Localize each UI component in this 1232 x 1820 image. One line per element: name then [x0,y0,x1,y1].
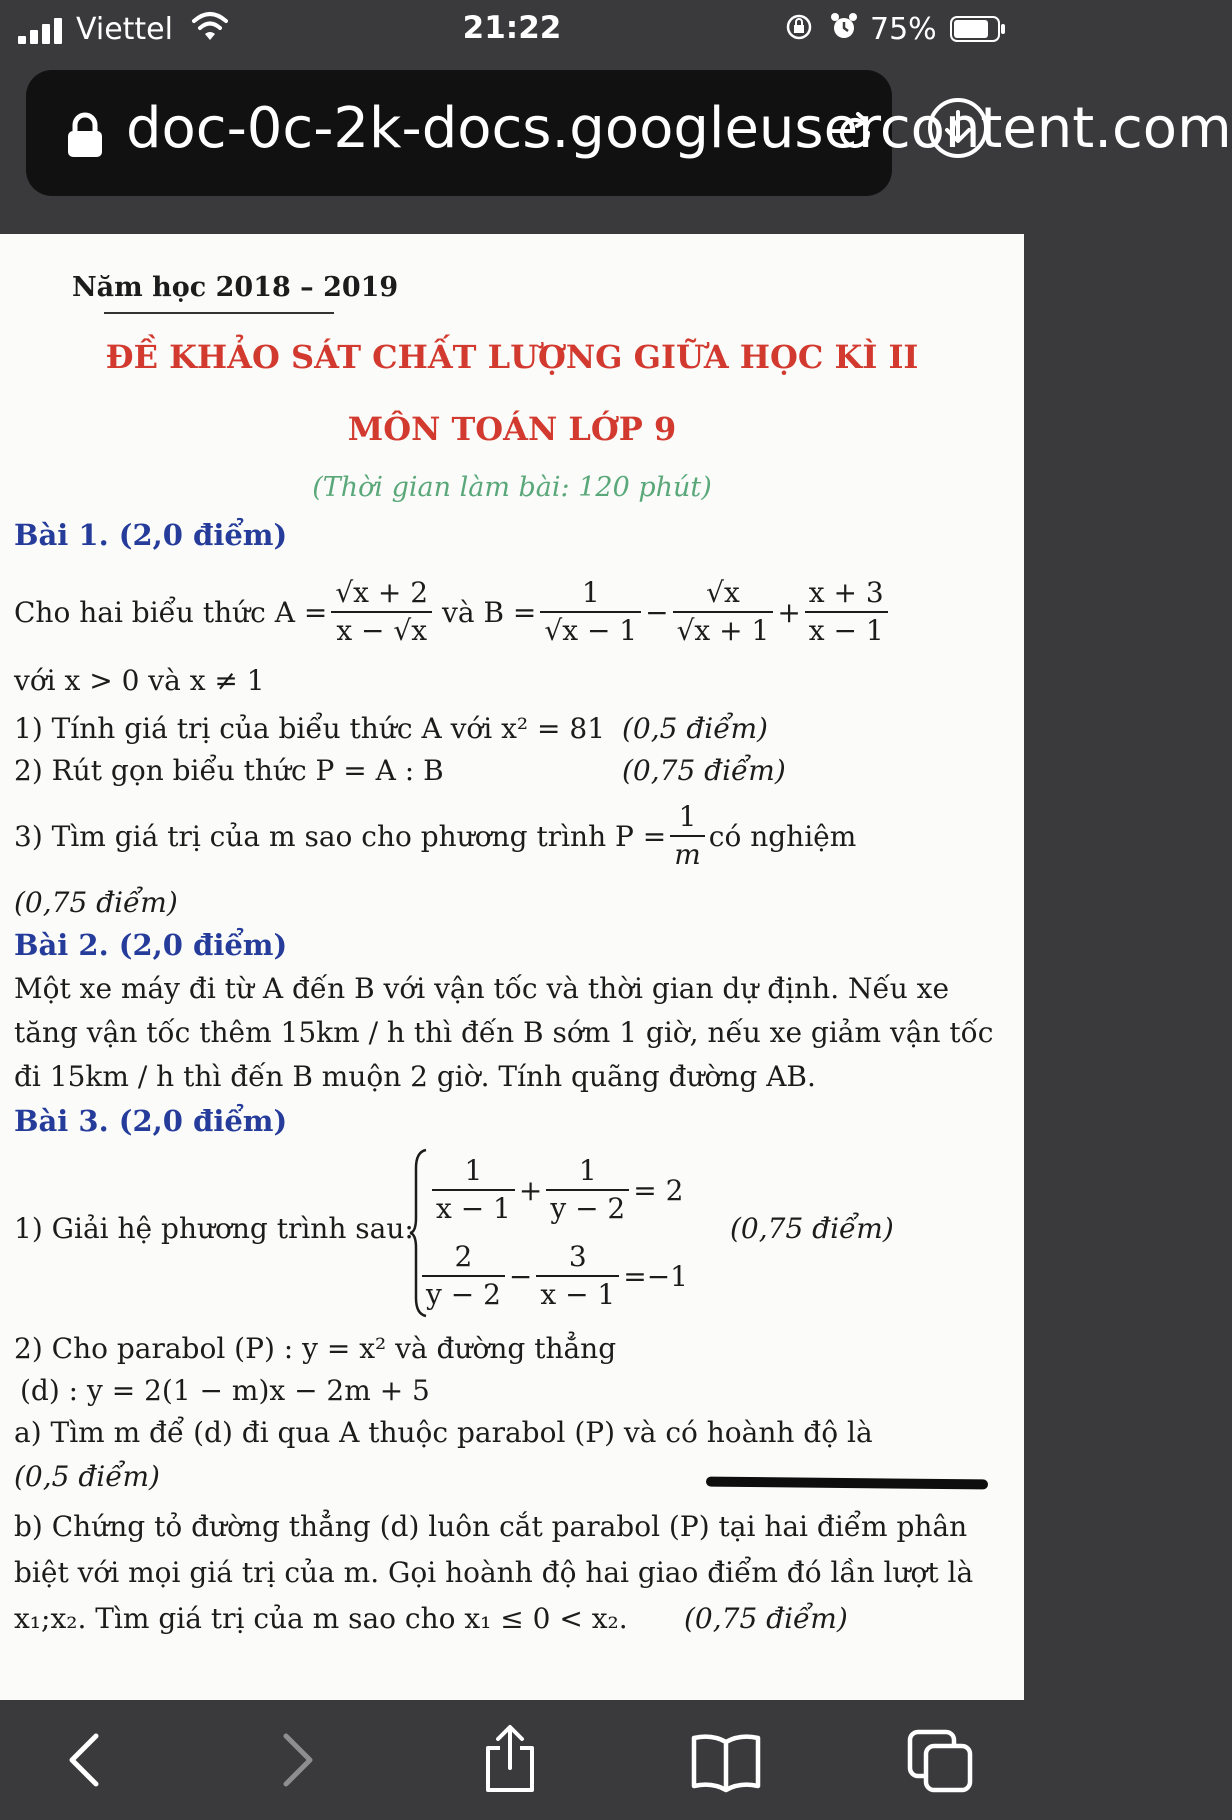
question-1-2: 2) Rút gọn biểu thức P = A : B [14,754,444,787]
question-1-1-points: (0,5 điểm) [622,712,768,745]
problem-1-heading: Bài 1. (2,0 điểm) [14,518,288,552]
rotation-lock-icon [786,14,812,40]
eq2-frac-b-num: 3 [536,1239,619,1277]
exam-title: ĐỀ KHẢO SÁT CHẤT LƯỢNG GIỮA HỌC KÌ II [105,338,919,376]
browser-toolbar [0,1700,1024,1820]
eq1-frac-b-num: 1 [546,1153,629,1191]
eq2-operator: − [508,1259,533,1293]
eq2-frac-b-den: x − 1 [540,1278,616,1311]
eq1-operator: + [518,1173,543,1207]
fraction-a-num: √x + 2 [331,575,432,613]
eq1-frac-a-num: 1 [432,1153,515,1191]
clock: 21:22 [462,10,562,46]
bookmarks-icon[interactable] [690,1732,762,1792]
fraction-1-over-m-den: m [674,838,701,871]
equation-1 [428,1148,683,1232]
fraction-b3 [805,575,888,650]
eq1-rhs: = 2 [633,1173,684,1207]
status-bar [0,0,1024,58]
download-icon[interactable] [926,96,990,160]
question-1-2-points: (0,75 điểm) [622,754,786,787]
line-d-equation: (d) : y = 2(1 − m)x − 2m + 5 [20,1374,430,1407]
question-3-2: 2) Cho parabol (P) : y = x² và đường thẳng [14,1332,617,1365]
document-page [0,234,1024,1700]
carrier-name: Viettel [76,12,173,47]
fraction-b2-den: √x + 1 [676,614,770,647]
question-3-1-points: (0,75 điểm) [730,1212,894,1245]
equation-2 [418,1234,688,1318]
eq2-frac-a [422,1239,505,1314]
address-bar[interactable] [26,70,1232,196]
question-3-1: 1) Giải hệ phương trình sau: [14,1212,414,1245]
eq1-frac-a [432,1153,515,1228]
eq2-rhs: =−1 [623,1259,688,1293]
question-3-2b-line-1: b) Chứng tỏ đường thẳng (d) luôn cắt parabol (P) tại hai điểm phân [14,1510,968,1543]
forward-icon[interactable] [276,1730,320,1790]
school-year: Năm học 2018 – 2019 [72,272,399,303]
fraction-1-over-m-num: 1 [670,799,705,837]
subject-title: MÔN TOÁN LỚP 9 [347,410,677,448]
eq1-frac-a-den: x − 1 [436,1192,511,1225]
question-3-2b-line-3: x₁;x₂. Tìm giá trị của m sao cho x₁ ≤ 0 < x₂. [14,1602,628,1635]
battery-percent: 75% [870,12,937,47]
share-icon[interactable] [478,1724,542,1794]
problem-2-line-1: Một xe máy đi từ A đến B với vận tốc và thời gian dự định. Nếu xe [14,972,950,1005]
fraction-b1-den: √x − 1 [544,614,638,647]
eq2-frac-a-num: 2 [422,1239,505,1277]
problem-2-line-3: đi 15km / h thì đến B muộn 2 giờ. Tính quãng đường AB. [14,1060,816,1093]
url-text[interactable]: doc-0c-2k-docs.googleusercontent.com [126,96,1232,161]
minus-sign: − [645,595,669,629]
question-1-3-text: 3) Tìm giá trị của m sao cho phương trình P = [14,819,667,853]
fraction-b3-den: x − 1 [808,614,884,647]
condition-text: với x > 0 và x ≠ 1 [14,664,265,697]
question-1-1: 1) Tính giá trị của biểu thức A với x² = 81 [14,712,606,745]
redaction-scribble [706,1477,988,1490]
expr-and-b: và B = [442,595,537,629]
eq1-frac-b-den: y − 2 [550,1192,626,1225]
fraction-b1-num: 1 [540,575,641,613]
fraction-b2-num: √x [673,575,774,613]
browser-top-bar [0,58,1232,234]
question-3-2b-line-2: biệt với mọi giá trị của m. Gọi hoành độ hai giao điểm đó lần lượt là [14,1556,974,1589]
school-year-underline [104,312,334,314]
question-3-2b-points: (0,75 điểm) [684,1602,848,1635]
eq2-frac-a-den: y − 2 [426,1278,501,1311]
alarm-icon [830,12,858,42]
fraction-a [331,575,432,650]
reload-icon[interactable] [832,110,878,156]
problem-3-heading: Bài 3. (2,0 điểm) [14,1104,288,1138]
tabs-icon[interactable] [906,1728,976,1794]
expr-intro: Cho hai biểu thức A = [14,595,328,629]
fraction-1-over-m [670,799,705,874]
problem-2-line-2: tăng vận tốc thêm 15km / h thì đến B sớm 1 giờ, nếu xe giảm vận tốc [14,1016,994,1049]
lock-icon [66,112,104,158]
fraction-a-den: x − √x [336,614,428,647]
question-1-3 [14,796,856,876]
fraction-b3-num: x + 3 [805,575,888,613]
question-1-3-tail: có nghiệm [708,819,857,853]
plus-sign: + [777,595,801,629]
question-1-3-points: (0,75 điểm) [14,886,178,919]
problem-2-heading: Bài 2. (2,0 điểm) [14,928,288,962]
exam-duration: (Thời gian làm bài: 120 phút) [312,472,712,503]
eq1-frac-b [546,1153,629,1228]
question-3-2a: a) Tìm m để (d) đi qua A thuộc parabol (P) và có hoành độ là [14,1416,873,1449]
problem-1-expressions [14,562,892,662]
back-icon[interactable] [62,1730,106,1790]
fraction-b1 [540,575,641,650]
eq2-frac-b [536,1239,619,1314]
battery-icon [950,16,1006,42]
question-3-2a-points: (0,5 điểm) [14,1460,160,1493]
fraction-b2 [673,575,774,650]
